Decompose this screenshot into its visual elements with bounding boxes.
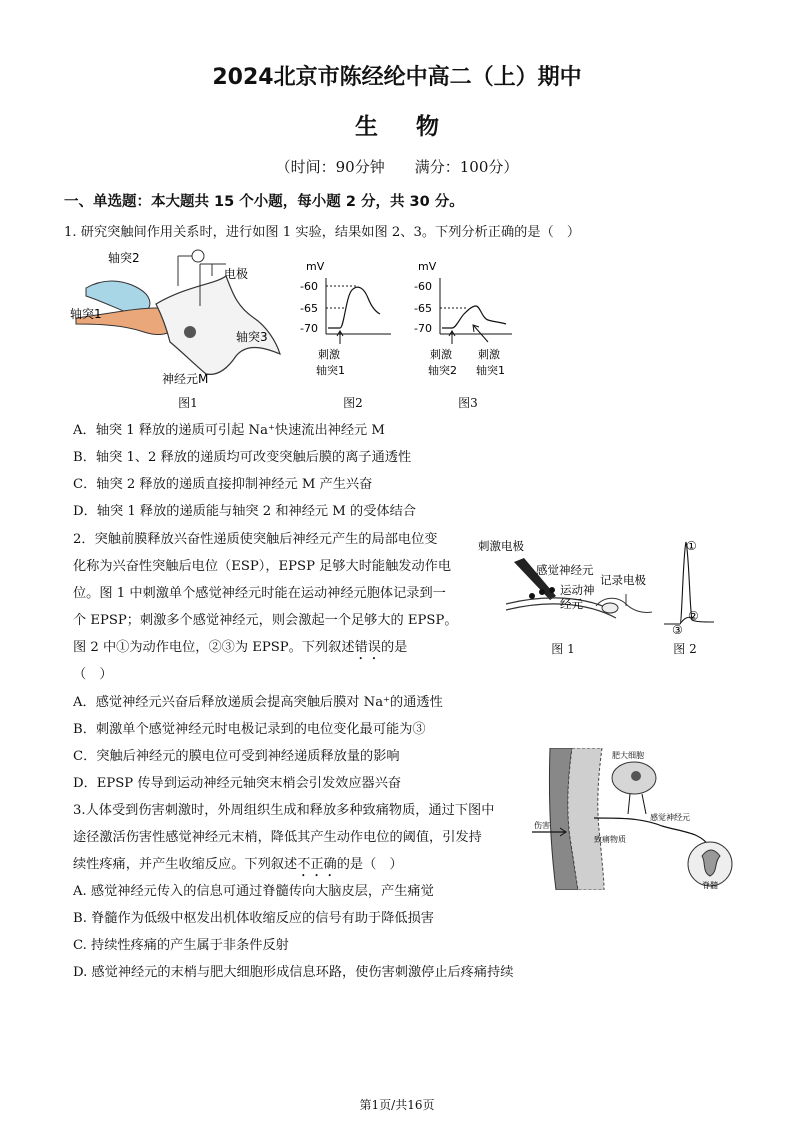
q1-figure-1 <box>66 246 286 386</box>
q1-fig1-label-axon3: 轴突3 <box>236 330 268 344</box>
q1-fig3-stim-b-1: 刺激 <box>478 348 500 361</box>
q3-option-b: B. 脊髓作为低级中枢发出机体收缩反应的信号有助于降低损害 <box>73 911 434 926</box>
q1-fig3-unit: mV <box>418 260 437 273</box>
section-heading: 一、单选题：本大题共 15 个小题，每小题 2 分，共 30 分。 <box>64 194 464 210</box>
page-number: 第1页/共16页 <box>359 1098 435 1112</box>
q2-fig2-label-2: ② <box>688 609 699 623</box>
q2-fig1-label-motor-1: 运动神 <box>560 583 595 597</box>
q2-figure-2 <box>660 534 720 634</box>
q2-figure-1 <box>476 534 656 634</box>
q3-option-d: D. 感觉神经元的末梢与肥大细胞形成信息环路，使伤害刺激停止后疼痛持续 <box>73 965 514 980</box>
q2-fig2-label-1: ① <box>686 539 697 553</box>
time-info: （时间：90分钟 满分：100分） <box>275 158 519 176</box>
q1-fig1-caption: 图1 <box>178 396 198 410</box>
q1-figure-2 <box>296 256 396 386</box>
q2-fig1-label-motor-2: 经元 <box>560 597 583 611</box>
q3-figure <box>532 748 742 890</box>
q3-line-3-suffix: 的是（ ） <box>336 857 403 872</box>
q1-fig2-stim-2: 轴突1 <box>316 364 345 377</box>
q2-option-d: D．EPSP 传导到运动神经元轴突末梢会引发效应器兴奋 <box>73 776 402 791</box>
q3-fig-label-sensory-neuron: 感觉神经元 <box>650 813 690 822</box>
q1-fig2-stim-1: 刺激 <box>318 348 340 361</box>
q2-fig1-label-stim-electrode: 刺激电极 <box>478 539 524 553</box>
q1-fig1-label-electrode: 电极 <box>224 267 249 281</box>
q1-fig3-tick-60: -60 <box>414 280 432 293</box>
q2-emphasis: 错误 <box>354 640 381 655</box>
q2-line-5-suffix: 的是 <box>380 640 408 655</box>
q2-fig2-label-3: ③ <box>672 623 683 634</box>
q2-line-2: 化称为兴奋性突触后电位（ESP），EPSP 足够大时能触发动作电 <box>73 559 452 574</box>
q1-option-d: D．轴突 1 释放的递质能与轴突 2 和神经元 M 的受体结合 <box>73 504 416 519</box>
q1-fig3-stim-b-2: 轴突1 <box>476 364 505 377</box>
q2-fig1-label-sensory: 感觉神经元 <box>536 563 594 577</box>
q1-fig2-unit: mV <box>306 260 325 273</box>
q2-fig2-caption: 图 2 <box>673 642 697 656</box>
q1-fig1-label-axon1: 轴突1 <box>70 307 102 321</box>
q3-line-3-prefix: 续性疼痛，并产生收缩反应。下列叙述 <box>73 857 298 872</box>
q2-option-b: B．刺激单个感觉神经元时电极记录到的电位变化最可能为③ <box>73 722 426 737</box>
q2-option-c: C．突触后神经元的膜电位可受到神经递质释放量的影响 <box>73 749 400 764</box>
subject-title: 生物 <box>355 114 477 140</box>
q3-emphasis: 不正确 <box>297 857 337 872</box>
q1-fig3-stim-a-1: 刺激 <box>430 348 452 361</box>
q1-fig3-stim-a-2: 轴突2 <box>428 364 457 377</box>
q2-line-5 <box>73 636 407 663</box>
q1-option-c: C．轴突 2 释放的递质直接抑制神经元 M 产生兴奋 <box>73 477 373 492</box>
q1-fig1-label-axon2: 轴突2 <box>108 251 140 265</box>
q2-line-3: 位。图 1 中刺激单个感觉神经元时能在运动神经元胞体记录到一 <box>73 586 446 601</box>
q1-stem: 1. 研究突触间作用关系时，进行如图 1 实验，结果如图 2、3。下列分析正确的是（ ） <box>64 225 581 240</box>
q2-fig1-caption: 图 1 <box>551 642 575 656</box>
q1-fig3-tick-65: -65 <box>414 302 432 315</box>
q3-option-c: C. 持续性疼痛的产生属于非条件反射 <box>73 938 289 953</box>
q1-fig2-tick-70: -70 <box>300 322 318 335</box>
q1-fig3-tick-70: -70 <box>414 322 432 335</box>
q3-fig-label-mast-cell: 肥大细胞 <box>612 751 644 760</box>
q1-fig2-caption: 图2 <box>343 396 363 410</box>
q3-line-2: 途径激活伤害性感觉神经元末梢，降低其产生动作电位的阈值，引发持 <box>73 830 482 845</box>
q3-fig-label-injury: 伤害 <box>534 821 550 830</box>
q3-fig-label-spinal-cord: 脊髓 <box>702 881 718 890</box>
q1-figure-3 <box>412 256 522 386</box>
q1-fig2-tick-65: -65 <box>300 302 318 315</box>
q2-paren: （ ） <box>73 667 113 682</box>
q2-line-5-prefix: 图 2 中①为动作电位，②③为 EPSP。下列叙述 <box>73 640 355 655</box>
q1-fig1-label-neuron-m: 神经元M <box>162 372 209 386</box>
q1-fig3-caption: 图3 <box>458 396 478 410</box>
q1-fig2-tick-60: -60 <box>300 280 318 293</box>
q3-fig-label-pain-substance: 致痛物质 <box>594 835 626 844</box>
q2-option-a: A．感觉神经元兴奋后释放递质会提高突触后膜对 Na⁺的通透性 <box>73 695 443 710</box>
q3-line-1: 3.人体受到伤害刺激时，外周组织生成和释放多种致痛物质，通过下图中 <box>73 803 495 818</box>
q2-line-1: 2．突触前膜释放兴奋性递质使突触后神经元产生的局部电位变 <box>73 532 438 547</box>
q3-line-3 <box>73 853 403 880</box>
exam-title: 2024北京市陈经纶中高二（上）期中 <box>212 65 582 90</box>
q1-option-a: A．轴突 1 释放的递质可引起 Na⁺快速流出神经元 M <box>73 423 385 438</box>
q2-fig1-label-record-electrode: 记录电极 <box>600 573 646 587</box>
q3-option-a: A. 感觉神经元传入的信息可通过脊髓传向大脑皮层，产生痛觉 <box>73 884 434 899</box>
q1-option-b: B．轴突 1、2 释放的递质均可改变突触后膜的离子通透性 <box>73 450 412 465</box>
q2-line-4: 个 EPSP；刺激多个感觉神经元，则会激起一个足够大的 EPSP。 <box>73 613 458 628</box>
